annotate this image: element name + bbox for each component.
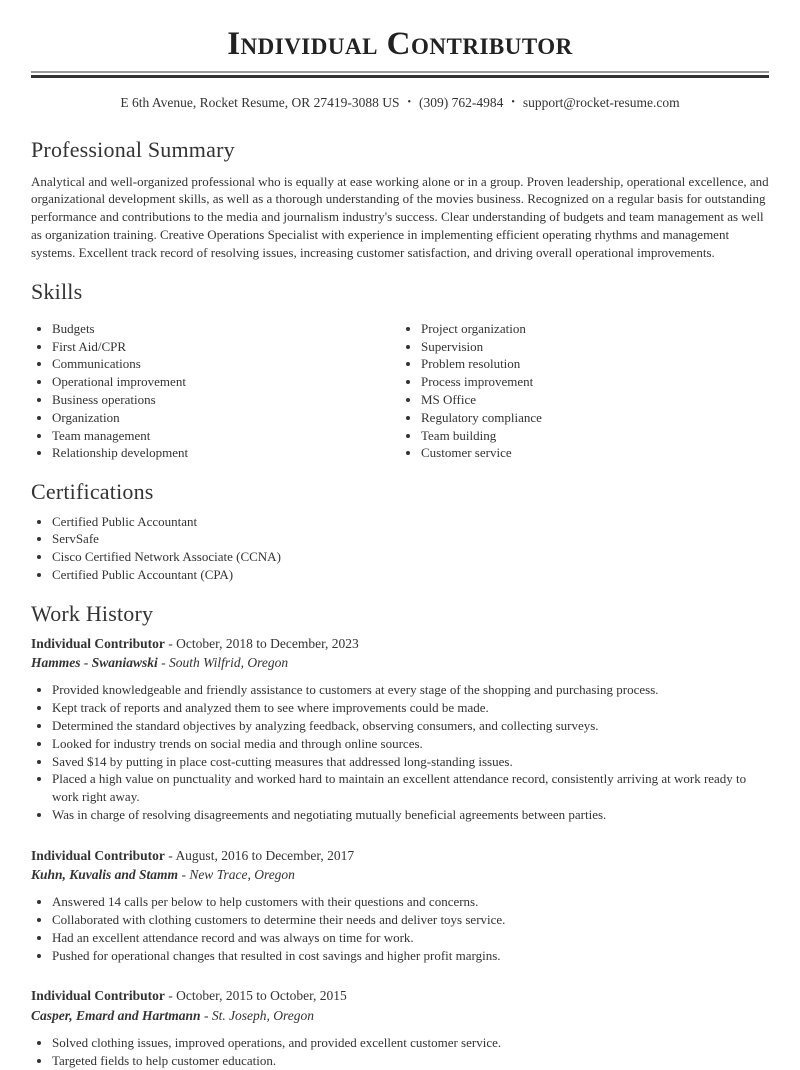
job-bullet: • Determined the standard objectives by analyzing feedback, observing consumers, and collecting surveys. <box>52 717 769 735</box>
job-bullet-list <box>31 1034 769 1070</box>
job-entry <box>31 987 769 1069</box>
job-title: Individual Contributor <box>31 636 165 652</box>
skills-column-left <box>31 312 400 462</box>
skill-item: • Problem resolution <box>421 355 769 373</box>
job-entry <box>31 635 769 824</box>
separator: - <box>157 655 170 671</box>
skills-list-left <box>31 320 400 462</box>
section-heading-summary: Professional Summary <box>31 137 235 163</box>
skill-item: • Communications <box>52 355 400 373</box>
job-bullet: • Provided knowledgeable and friendly assistance to customers at every stage of the shopping and purchasing process. <box>52 681 769 699</box>
job-bullet: • Was in charge of resolving disagreements and negotiating mutually beneficial agreements between parties. <box>52 806 769 824</box>
job-company: Casper, Emard and Hartmann <box>31 1007 201 1023</box>
job-bullet: • Looked for industry trends on social media and through online sources. <box>52 735 769 753</box>
skill-item: • Team management <box>52 427 400 445</box>
contact-email: support@rocket-resume.com <box>522 95 680 111</box>
certifications-list <box>31 513 769 584</box>
certification-item: • Certified Public Accountant <box>52 513 769 531</box>
job-dates: October, 2015 to October, 2015 <box>176 988 347 1004</box>
skills-column-right <box>400 312 769 462</box>
certification-item: • Certified Public Accountant (CPA) <box>52 566 769 584</box>
skill-item: • First Aid/CPR <box>52 338 400 356</box>
section-heading-work-history: Work History <box>31 600 154 626</box>
job-company: Kuhn, Kuvalis and Stamm <box>31 867 179 883</box>
job-company-line <box>31 866 769 884</box>
header-divider <box>31 71 769 78</box>
bullet-separator-icon: • <box>407 97 411 109</box>
divider-light-line <box>31 71 769 73</box>
job-location: New Trace, Oregon <box>189 867 295 883</box>
job-bullet: • Solved clothing issues, improved operations, and provided excellent customer service. <box>52 1034 769 1052</box>
job-location: South Wilfrid, Oregon <box>169 655 289 671</box>
job-bullet: • Saved $14 by putting in place cost-cutting measures that addressed long-standing issues. <box>52 753 769 771</box>
job-bullet: • Answered 14 calls per below to help customers with their questions and concerns. <box>52 893 769 911</box>
skill-item: • Organization <box>52 409 400 427</box>
skill-item: • Business operations <box>52 391 400 409</box>
divider-dark-line <box>31 75 769 78</box>
job-dates: August, 2016 to December, 2017 <box>175 847 355 863</box>
section-heading-certifications: Certifications <box>31 479 154 505</box>
separator: - <box>200 1007 212 1023</box>
skill-item: • Customer service <box>421 444 769 462</box>
contact-phone: (309) 762-4984 <box>418 95 504 111</box>
skills-list-right <box>400 320 769 462</box>
job-entry <box>31 847 769 965</box>
separator: - <box>164 988 177 1004</box>
job-bullet: • Placed a high value on punctuality and worked hard to maintain an excellent attendance record, consistently arriving at work ready to work right away. <box>52 770 769 806</box>
job-bullet: • Kept track of reports and analyzed them to see where improvements could be made. <box>52 699 769 717</box>
job-bullet: • Targeted fields to help customer education. <box>52 1052 769 1070</box>
skill-item: • Team building <box>421 427 769 445</box>
job-location: St. Joseph, Oregon <box>211 1007 315 1023</box>
skill-item: • Regulatory compliance <box>421 409 769 427</box>
job-title: Individual Contributor <box>31 988 165 1004</box>
job-bullet-list <box>31 893 769 964</box>
skill-item: • Budgets <box>52 320 400 338</box>
skill-item: • Operational improvement <box>52 373 400 391</box>
contact-line <box>31 95 769 111</box>
job-bullet: • Had an excellent attendance record and was always on time for work. <box>52 929 769 947</box>
page-title: Individual Contributor <box>227 26 573 62</box>
separator: - <box>164 847 176 863</box>
job-dates: October, 2018 to December, 2023 <box>176 636 359 652</box>
summary-text: Analytical and well-organized professional who is equally at ease working alone or in a group. Proven leadership, operational excellence, and organizational development skills, as well as a thorough understanding of the movies business. Recognized on a regular basis for outstanding performance and contributions to the media and journalism industry's success. Clear understanding of budgets and team management as well as organization training. Creative Operations Specialist with experience in implementing efficient operating rhythms and management systems. Excellent track record of resolving issues, increasing customer satisfaction, and driving overall operational improvements. <box>31 173 769 260</box>
skill-item: • Project organization <box>421 320 769 338</box>
job-company-line <box>31 1007 769 1025</box>
section-heading-skills: Skills <box>31 278 83 304</box>
skill-item: • Relationship development <box>52 444 400 462</box>
certification-item: • ServSafe <box>52 530 769 548</box>
job-title-line <box>31 635 769 653</box>
certification-item: • Cisco Certified Network Associate (CCNA) <box>52 548 769 566</box>
job-title-line <box>31 987 769 1005</box>
skill-item: • MS Office <box>421 391 769 409</box>
job-bullet: • Pushed for operational changes that resulted in cost savings and higher profit margins. <box>52 947 769 965</box>
bullet-separator-icon: • <box>511 97 515 109</box>
job-title-line <box>31 847 769 865</box>
job-bullet: • Collaborated with clothing customers to determine their needs and deliver toys service. <box>52 911 769 929</box>
job-title: Individual Contributor <box>31 847 165 863</box>
separator: - <box>164 636 177 652</box>
job-company-line <box>31 654 769 672</box>
contact-address: E 6th Avenue, Rocket Resume, OR 27419-3088 US <box>120 95 400 111</box>
skill-item: • Supervision <box>421 338 769 356</box>
job-company: Hammes - Swaniawski <box>31 655 158 671</box>
separator: - <box>178 867 190 883</box>
job-bullet-list <box>31 681 769 823</box>
skill-item: • Process improvement <box>421 373 769 391</box>
skills-columns <box>31 312 769 462</box>
